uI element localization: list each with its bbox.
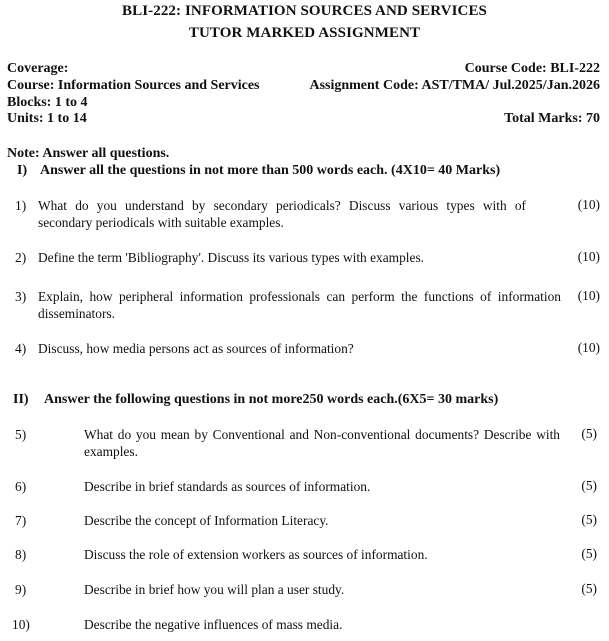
question-text: Define the term 'Bibliography'. Discuss its various types with examples. [38, 250, 425, 265]
question-marks: (5) [581, 426, 597, 441]
question-number: 4) [15, 341, 27, 356]
question-text: Explain, how peripheral information professionals can perform the functions of information disseminators. [38, 289, 561, 321]
note: Note: Answer all questions. [7, 146, 170, 161]
coverage-label: Coverage: [7, 61, 69, 76]
question-number: 3) [15, 289, 27, 304]
question-marks: (10) [577, 288, 600, 303]
course-name: Course: Information Sources and Services [7, 78, 260, 93]
question-number: 9) [15, 582, 27, 597]
units-info: Units: 1 to 14 [7, 111, 87, 126]
assignment-code: Assignment Code: AST/TMA/ Jul.2025/Jan.2026 [309, 78, 600, 93]
question-number: 2) [15, 250, 27, 265]
question-marks: (5) [581, 512, 597, 527]
question-marks: (5) [581, 546, 597, 561]
question-number: 5) [15, 427, 27, 442]
document-subtitle: TUTOR MARKED ASSIGNMENT [188, 25, 421, 41]
question-text: Describe the negative influences of mass media. [84, 617, 343, 632]
question-marks: (5) [581, 478, 597, 493]
course-code: Course Code: BLI-222 [464, 61, 600, 76]
question-text: Describe in brief how you will plan a user study. [84, 582, 345, 597]
question-text: Discuss, how media persons act as sources of information? [38, 341, 354, 356]
question-number: 10) [12, 617, 30, 632]
section1-heading: Answer all the questions in not more than 500 words each. (4X10= 40 Marks) [40, 163, 501, 178]
total-marks: Total Marks: 70 [504, 111, 600, 126]
question-number: 1) [15, 198, 27, 213]
question-marks: (10) [577, 197, 600, 212]
question-number: 6) [15, 479, 27, 494]
section1-label: I) [17, 163, 28, 178]
question-marks: (5) [581, 581, 597, 596]
document-title: BLI-222: INFORMATION SOURCES AND SERVICES [121, 3, 487, 19]
question-marks: (10) [577, 249, 600, 264]
blocks-info: Blocks: 1 to 4 [7, 95, 88, 110]
question-text: Describe the concept of Information Literacy. [84, 513, 329, 528]
question-text: What do you mean by Conventional and Non-conventional documents? Describe with examples. [84, 427, 560, 459]
question-marks: (10) [577, 340, 600, 355]
question-text: What do you understand by secondary periodicals? Discuss various types with of secondary periodicals with suitable examples. [38, 198, 526, 230]
question-text: Describe in brief standards as sources of information. [84, 479, 371, 494]
section2-heading: Answer the following questions in not more250 words each.(6X5= 30 marks) [44, 392, 499, 407]
question-text: Discuss the role of extension workers as sources of information. [84, 547, 428, 562]
question-number: 8) [15, 547, 27, 562]
question-number: 7) [15, 513, 27, 528]
section2-label: II) [13, 392, 29, 407]
